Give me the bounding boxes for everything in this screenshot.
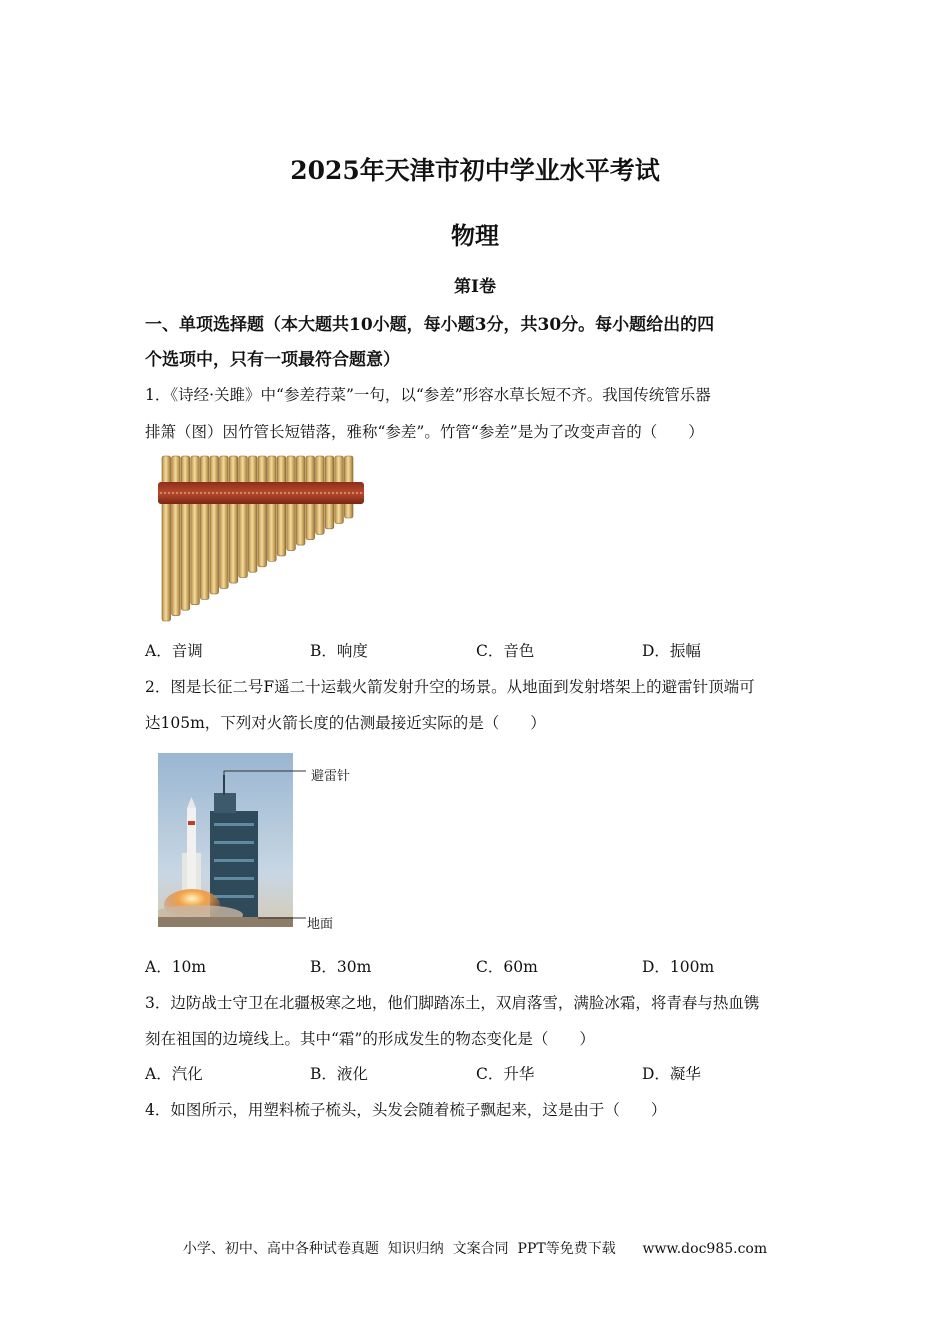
volume-heading: 第Ⅰ卷 [454,277,496,297]
q2-option-c: C．60m [476,958,538,976]
q1-option-a: A．音调 [145,642,203,660]
q3-stem-line2: 刻在祖国的边境线上。其中“霜”的形成发生的物态变化是（ ） [145,1030,595,1048]
panpipe-tube [220,456,229,588]
panpipe-tube [181,456,190,610]
q2-stem-line2: 达105m，下列对火箭长度的估测最接近实际的是（ ） [145,714,546,732]
panpipe-tube [162,456,171,621]
q1-option-b: B．响度 [310,642,368,660]
panpipe-tube [172,456,181,616]
label-lightning-rod: 避雷针 [311,769,351,784]
q2-option-d: D．100m [642,958,715,976]
q1-option-c: C．音色 [476,642,535,660]
panpipe-tube [277,456,286,556]
q3-option-b: B．液化 [310,1065,368,1083]
exam-title: 2025年天津市初中学业水平考试 [290,156,660,185]
q3-option-c: C．升华 [476,1065,535,1083]
panpipe-tube [258,456,267,567]
panpipe-tube [191,456,200,605]
page-footer: 小学、初中、高中各种试卷真题 知识归纳 文案合同 PPT等免费下载 www.doc985.com [182,1241,768,1257]
panpipe-tube [229,456,238,583]
q1-stem-line2: 排箫（图）因竹管长短错落，雅称“参差”。竹管“参差”是为了改变声音的（ ） [145,423,704,441]
q1-option-d: D．振幅 [642,642,701,660]
q3-option-a: A．汽化 [145,1065,203,1083]
panpipe-tube [248,456,257,572]
subject-title: 物理 [451,221,499,250]
panpipe-tube [210,456,219,594]
q2-option-a: A．10m [145,958,207,976]
panpipe-tube [239,456,248,578]
q2-option-b: B．30m [310,958,372,976]
label-ground: 地面 [307,917,334,932]
section-heading-line1: 一、单项选择题（本大题共10小题，每小题3分，共30分。每小题给出的四 [145,315,715,335]
rocket-launch-image [158,753,308,929]
panpipe-tube [268,456,277,561]
q1-stem-line1: 1．《诗经·关雎》中“参差荇菜”一句，以“参差”形容水草长短不齐。我国传统管乐器 [145,386,711,404]
section-heading-line2: 个选项中，只有一项最符合题意） [145,350,400,370]
panpipe-tube [200,456,209,599]
q3-option-d: D．凝华 [642,1065,701,1083]
q3-stem-line1: 3．边防战士守卫在北疆极寒之地，他们脚踏冻土，双肩落雪，满脸冰霜，将青春与热血镌 [145,994,760,1012]
q2-stem-line1: 2．图是长征二号F遥二十运载火箭发射升空的场景。从地面到发射塔架上的避雷针顶端可 [145,678,755,696]
panpipe-image [158,452,364,622]
q4-stem-line1: 4．如图所示，用塑料梳子梳头，头发会随着梳子飘起来，这是由于（ ） [145,1101,667,1119]
